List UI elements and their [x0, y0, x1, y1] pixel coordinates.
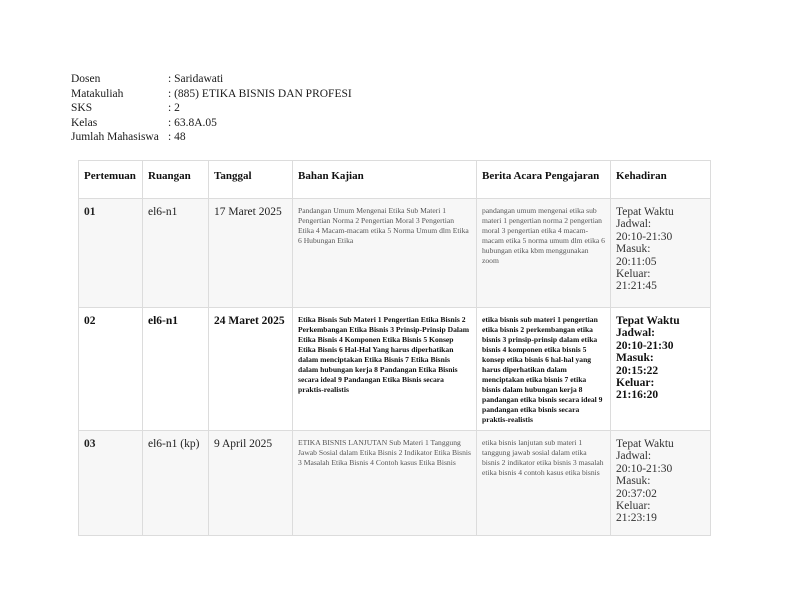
info-label: Jumlah Mahasiswa: [71, 131, 159, 144]
cell-bahan-kajian: Pandangan Umum Mengenai Etika Sub Materi 1 Pengertian Norma 2 Pengertian Moral 3 Pengertian Etika 4 Macam-macam etika 5 Norma Umum dlm Etika 6 Hubungan Etika: [293, 199, 477, 308]
header-kehadiran: Kehadiran: [611, 161, 711, 199]
cell-pertemuan: 02: [79, 308, 143, 431]
info-row-jumlah-mahasiswa: [71, 130, 352, 145]
info-label: Kelas: [71, 116, 98, 129]
cell-berita-acara: pandangan umum mengenai etika sub materi 1 pengertian norma 2 pengertian moral 3 pengertian etika 4 macam-macam etika 5 norma umum dlm etika 6 hubungan etika kbm menggunakan zoom: [477, 199, 611, 308]
cell-bahan-kajian: ETIKA BISNIS LANJUTAN Sub Materi 1 Tanggung Jawab Sosial dalam Etika Bisnis 2 Indikator Etika Bisnis 3 Masalah Etika Bisnis 4 Contoh kasus Etika Bisnis: [293, 431, 477, 536]
cell-tanggal: 24 Maret 2025: [209, 308, 293, 431]
cell-ruangan: el6-n1: [143, 199, 209, 308]
cell-kehadiran: [611, 431, 711, 536]
kehadiran-masuk-value: 20:15:22: [616, 364, 659, 377]
table-row: [79, 431, 711, 536]
cell-pertemuan: 03: [79, 431, 143, 536]
cell-berita-acara: etika bisnis lanjutan sub materi 1 tanggung jawab sosial dalam etika bisnis 2 indikator etika bisnis 3 masalah etika bisnis 4 contoh kasus etika bisnis: [477, 431, 611, 536]
cell-pertemuan: 01: [79, 199, 143, 308]
cell-berita-acara: etika bisnis sub materi 1 pengertian etika bisnis 2 perkembangan etika bisnis 3 prinsip-prinsip dalam etika bisnis 4 komponen etika bisnis 5 konsep etika bisnis 6 hal-hal yang harus diperhatikan dalam menciptakan etika bisnis 7 etika bisnis dalam hubungan kerja 8 pandangan etika bisnis secara ideal 9 pandangan etika bisnis secara praktis-realistis: [477, 308, 611, 431]
table-row: [79, 308, 711, 431]
kehadiran-jadwal-value: 20:10-21:30: [616, 462, 673, 475]
kehadiran-keluar-label: Keluar:: [616, 500, 651, 513]
kehadiran-keluar-value: 21:16:20: [616, 389, 659, 402]
info-value: : 2: [168, 102, 180, 115]
info-value: : (885) ETIKA BISNIS DAN PROFESI: [168, 87, 352, 100]
kehadiran-masuk-label: Masuk:: [616, 475, 651, 488]
attendance-table: [78, 160, 711, 536]
cell-ruangan: el6-n1: [143, 308, 209, 431]
info-label: Matakuliah: [71, 87, 124, 100]
kehadiran-keluar-label: Keluar:: [616, 377, 655, 390]
info-row-matakuliah: [71, 87, 352, 102]
kehadiran-masuk-value: 20:37:02: [616, 487, 657, 500]
cell-tanggal: 9 April 2025: [209, 431, 293, 536]
kehadiran-masuk-label: Masuk:: [616, 243, 651, 256]
kehadiran-jadwal-value: 20:10-21:30: [616, 339, 674, 352]
info-label: SKS: [71, 102, 93, 115]
kehadiran-keluar-label: Keluar:: [616, 268, 651, 281]
info-value: : Saridawati: [168, 73, 224, 85]
cell-tanggal: 17 Maret 2025: [209, 199, 293, 308]
cell-kehadiran: [611, 308, 711, 431]
info-row-kelas: [71, 116, 352, 131]
table-row: [79, 199, 711, 308]
info-row-sks: [71, 101, 352, 116]
kehadiran-jadwal-label: Jadwal:: [616, 218, 652, 231]
info-value: : 63.8A.05: [168, 116, 217, 129]
info-value: : 48: [168, 131, 186, 144]
info-row-dosen: [71, 72, 352, 87]
info-label: Dosen: [71, 73, 101, 85]
kehadiran-masuk-value: 20:11:05: [616, 255, 657, 268]
course-info: [71, 72, 352, 145]
header-ruangan: Ruangan: [143, 161, 209, 199]
kehadiran-status: Tepat Waktu: [616, 206, 674, 218]
header-bahan-kajian: Bahan Kajian: [293, 161, 477, 199]
cell-kehadiran: [611, 199, 711, 308]
kehadiran-jadwal-label: Jadwal:: [616, 327, 655, 340]
cell-bahan-kajian: Etika Bisnis Sub Materi 1 Pengertian Etika Bisnis 2 Perkembangan Etika Bisnis 3 Prinsip-Prinsip Dalam Etika Bisnis 4 Komponen Etika Bisnis 5 Konsep Etika Bisnis 6 Hal-Hal Yang harus diperhatikan dalam menciptakan Etika Bisnis 7 Etika Bisnis dalam hubungan kerja 8 Pandangan Etika Bisnis secara ideal 9 Pandangan Etika Bisnis secara praktis-realistis: [293, 308, 477, 431]
kehadiran-masuk-label: Masuk:: [616, 352, 654, 365]
header-berita-acara: Berita Acara Pengajaran: [477, 161, 611, 199]
table-header-row: [79, 161, 711, 199]
header-tanggal: Tanggal: [209, 161, 293, 199]
cell-ruangan: el6-n1 (kp): [143, 431, 209, 536]
kehadiran-status: Tepat Waktu: [616, 315, 680, 327]
kehadiran-keluar-value: 21:21:45: [616, 280, 657, 293]
header-pertemuan: Pertemuan: [79, 161, 143, 199]
kehadiran-jadwal-value: 20:10-21:30: [616, 230, 673, 243]
kehadiran-keluar-value: 21:23:19: [616, 512, 657, 525]
kehadiran-status: Tepat Waktu: [616, 438, 674, 450]
kehadiran-jadwal-label: Jadwal:: [616, 450, 652, 463]
